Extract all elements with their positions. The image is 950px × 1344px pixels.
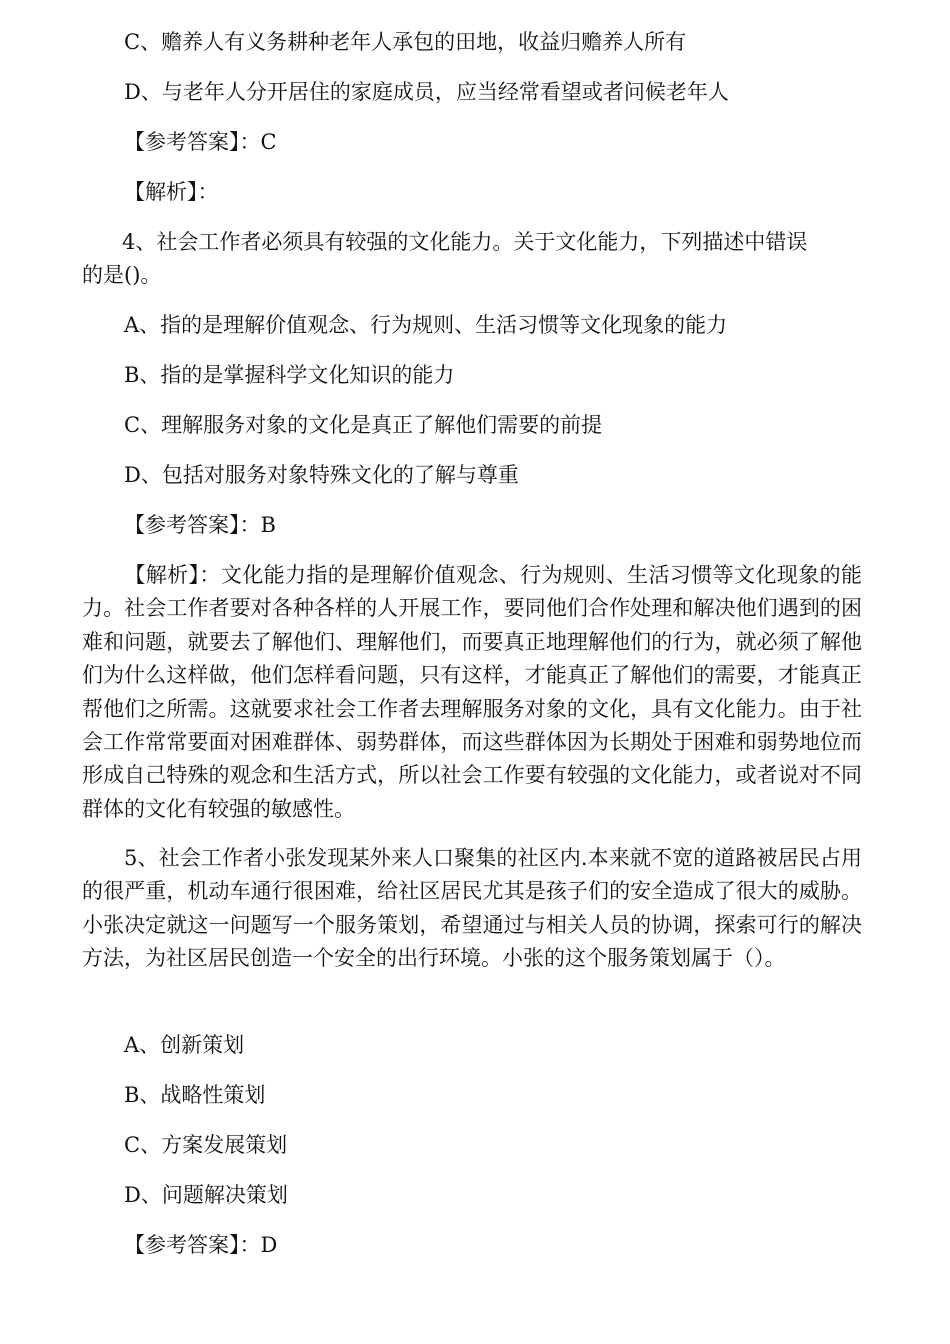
q4-option-c: C、理解服务对象的文化是真正了解他们需要的前提 xyxy=(124,413,603,437)
q3-answer: 【参考答案】：C xyxy=(124,130,277,154)
q4-stem-line2: 的是()。 xyxy=(82,263,162,287)
q5-stem-text: 5、社会工作者小张发现某外来人口聚集的社区内.本来就不宽的道路被居民占用的很严重，机动车通行很困难，给社区居民尤其是孩子们的安全造成了很大的威胁。小张决定就这一问题写一个服务策划，希望通过与相关人员的协调，探索可行的解决方法，为社区居民创造一个安全的出行环境。小张的这个服务策划属于（）。 xyxy=(82,846,862,971)
q4-option-b: B、指的是掌握科学文化知识的能力 xyxy=(124,363,455,387)
q4-answer: 【参考答案】：B xyxy=(124,513,276,537)
q3-analysis-label: 【解析】： xyxy=(124,180,219,204)
q5-option-c: C、方案发展策划 xyxy=(124,1133,288,1157)
q3-option-d: D、与老年人分开居住的家庭成员，应当经常看望或者问候老年人 xyxy=(124,80,729,104)
q5-stem xyxy=(82,842,862,976)
q4-option-d: D、包括对服务对象特殊文化的了解与尊重 xyxy=(124,463,519,487)
q5-option-b: B、战略性策划 xyxy=(124,1083,266,1107)
q4-option-a: A、指的是理解价值观念、行为规则、生活习惯等文化现象的能力 xyxy=(124,313,728,337)
q4-stem-line1: 4、社会工作者必须具有较强的文化能力。关于文化能力，下列描述中错误 xyxy=(122,230,808,254)
q4-analysis xyxy=(82,559,862,826)
q3-option-c: C、赡养人有义务耕种老年人承包的田地，收益归赡养人所有 xyxy=(124,30,687,54)
q5-option-a: A、创新策划 xyxy=(124,1033,245,1057)
q5-answer: 【参考答案】：D xyxy=(124,1233,278,1257)
q4-analysis-text: 【解析】：文化能力指的是理解价值观念、行为规则、生活习惯等文化现象的能力。社会工作者要对各种各样的人开展工作，要同他们合作处理和解决他们遇到的困难和问题，就要去了解他们、理解他们，而要真正地理解他们的行为，就必须了解他们为什么这样做，他们怎样看问题，只有这样，才能真正了解他们的需要，才能真正帮他们之所需。这就要求社会工作者去理解服务对象的文化，具有文化能力。由于社会工作常常要面对困难群体、弱势群体，而这些群体因为长期处于困难和弱势地位而形成自己特殊的观念和生活方式，所以社会工作要有较强的文化能力，或者说对不同群体的文化有较强的敏感性。 xyxy=(82,563,862,821)
q5-option-d: D、问题解决策划 xyxy=(124,1183,288,1207)
